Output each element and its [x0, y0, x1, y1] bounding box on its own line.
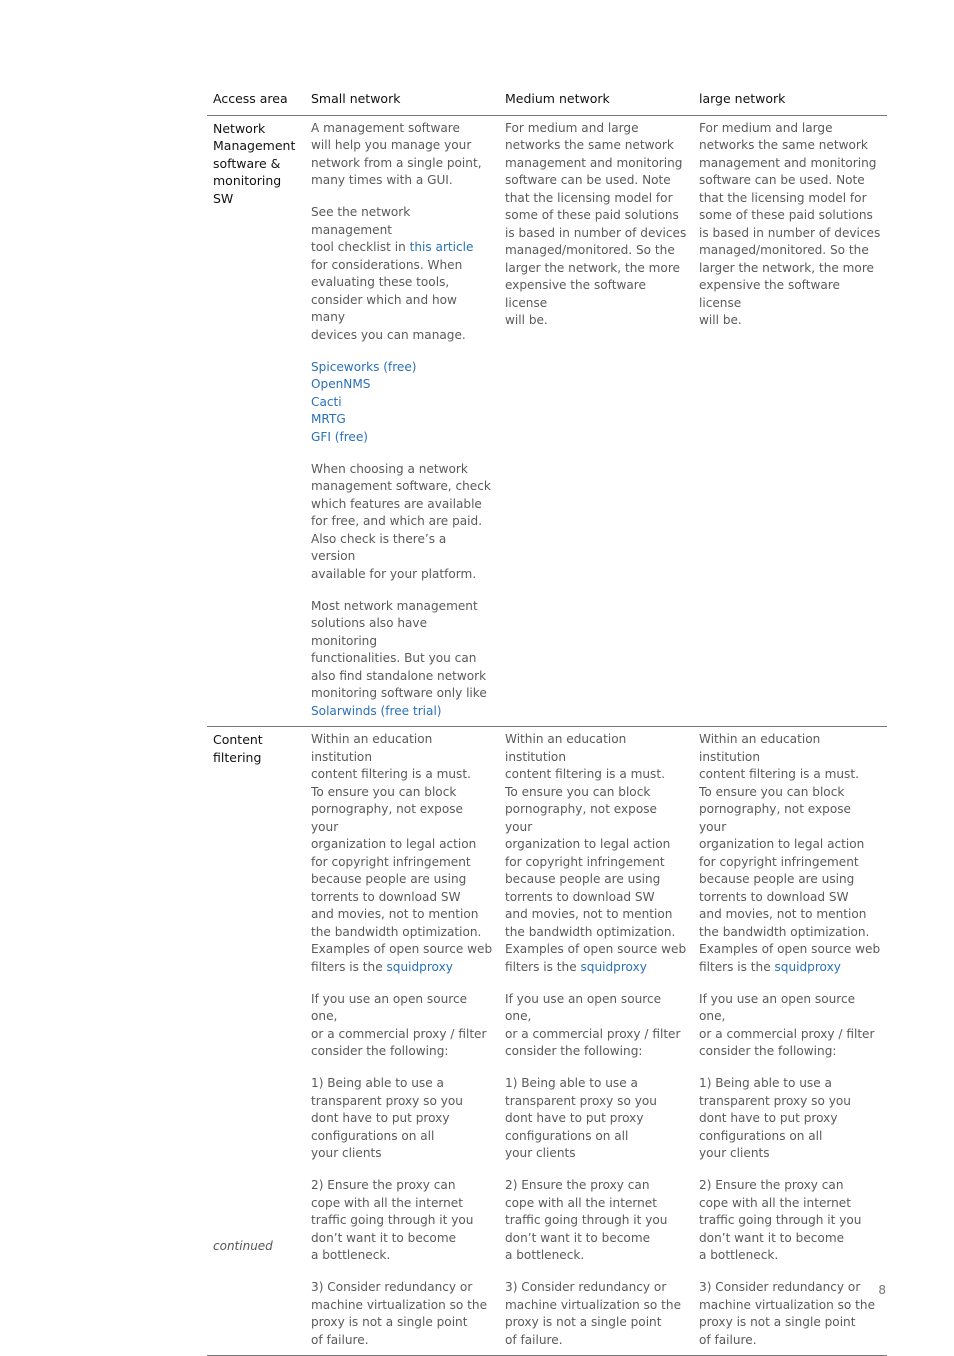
- paragraph: 2) Ensure the proxy can cope with all the internet traffic going through it you don’t want it to become a bottleneck.: [311, 1178, 474, 1262]
- text: Within an education institution content filtering is a must. To ensure you can block pornography, not expose your organization to legal action for copyright infringement because people are using torrents to download SW and movies, not to mention the bandwidth optimization. Examples of open source web filters is the: [699, 732, 881, 974]
- header-large-network: large network: [693, 90, 887, 115]
- text: Within an education institution content filtering is a must. To ensure you can block pornography, not expose your organization to legal action for copyright infringement because people are using torrents to download SW and movies, not to mention the bandwidth optimization. Examples of open source web filters is the: [311, 732, 493, 974]
- paragraph: 1) Being able to use a transparent proxy so you dont have to put proxy configurations on all your clients: [699, 1076, 851, 1160]
- paragraph: [311, 598, 493, 721]
- this-article-link[interactable]: this article: [409, 240, 474, 254]
- paragraph: [311, 204, 493, 344]
- paragraph: For medium and large networks the same network management and monitoring software can be used. Note that the licensing model for some of these paid solutions is based in number of devices managed/monitored. So the larger the network, the more expensive the software license will be.: [699, 120, 881, 327]
- text: See the network management tool checklist in: [311, 205, 411, 254]
- paragraph: When choosing a network management software, check which features are available for free, and which are paid. Also check is there’s a version available for your platform.: [311, 461, 491, 581]
- header-small-network: Small network: [305, 90, 499, 115]
- text: Most network management solutions also have monitoring functionalities. But you can also find standalone network monitoring software only like: [311, 598, 487, 700]
- paragraph: If you use an open source one, or a commercial proxy / filter consider the following:: [505, 991, 681, 1058]
- paragraph: [311, 731, 493, 976]
- spiceworks-link[interactable]: Spiceworks (free): [311, 359, 417, 374]
- paragraph: 3) Consider redundancy or machine virtualization so the proxy is not a single point of failure.: [699, 1280, 876, 1347]
- squidproxy-link[interactable]: squidproxy: [774, 959, 841, 974]
- paragraph: If you use an open source one, or a commercial proxy / filter consider the following:: [311, 991, 487, 1058]
- page-number: 8: [878, 1283, 886, 1297]
- paragraph: 2) Ensure the proxy can cope with all the internet traffic going through it you don’t want it to become a bottleneck.: [699, 1178, 862, 1262]
- cell-small-content-filtering: [305, 727, 499, 1356]
- paragraph: 3) Consider redundancy or machine virtualization so the proxy is not a single point of failure.: [505, 1280, 682, 1347]
- table-header-row: [207, 90, 887, 115]
- continued-note: continued: [213, 1239, 273, 1253]
- cacti-link[interactable]: Cacti: [311, 394, 342, 409]
- gfi-link[interactable]: GFI (free): [311, 429, 369, 444]
- opennms-link[interactable]: OpenNMS: [311, 377, 371, 391]
- cell-large-network-management: [693, 115, 887, 727]
- paragraph: [699, 731, 881, 976]
- table-row-network-management: [207, 115, 887, 727]
- cell-medium-content-filtering: [499, 727, 693, 1356]
- paragraph: 1) Being able to use a transparent proxy so you dont have to put proxy configurations on all your clients: [505, 1076, 657, 1160]
- cell-large-content-filtering: [693, 727, 887, 1356]
- paragraph: For medium and large networks the same network management and monitoring software can be used. Note that the licensing model for some of these paid solutions is based in number of devices managed/monitored. So the larger the network, the more expensive the software license will be.: [505, 120, 687, 327]
- paragraph: 2) Ensure the proxy can cope with all the internet traffic going through it you don’t want it to become a bottleneck.: [505, 1178, 668, 1262]
- tool-link-list: [311, 359, 493, 447]
- paragraph: [505, 731, 687, 976]
- text: for considerations. When evaluating these tools, consider which and how many devices you can manage.: [311, 257, 466, 342]
- row-label-network-management: Network Management software & monitoring SW: [207, 115, 305, 727]
- paragraph: 1) Being able to use a transparent proxy so you dont have to put proxy configurations on all your clients: [311, 1076, 463, 1160]
- solarwinds-link[interactable]: Solarwinds (free trial): [311, 703, 442, 718]
- cell-medium-network-management: [499, 115, 693, 727]
- table-row-content-filtering: [207, 727, 887, 1356]
- header-access-area: Access area: [207, 90, 305, 115]
- squidproxy-link[interactable]: squidproxy: [386, 959, 453, 974]
- row-label-content-filtering: Content filtering: [207, 727, 305, 1356]
- access-area-table: [207, 90, 887, 1356]
- paragraph: If you use an open source one, or a commercial proxy / filter consider the following:: [699, 991, 875, 1058]
- paragraph: A management software will help you manage your network from a single point, many times with a GUI.: [311, 120, 482, 187]
- mrtg-link[interactable]: MRTG: [311, 412, 346, 426]
- header-medium-network: Medium network: [499, 90, 693, 115]
- paragraph: 3) Consider redundancy or machine virtualization so the proxy is not a single point of failure.: [311, 1280, 488, 1347]
- squidproxy-link[interactable]: squidproxy: [580, 959, 647, 974]
- cell-small-network-management: [305, 115, 499, 727]
- text: Within an education institution content filtering is a must. To ensure you can block pornography, not expose your organization to legal action for copyright infringement because people are using torrents to download SW and movies, not to mention the bandwidth optimization. Examples of open source web filters is the: [505, 732, 687, 974]
